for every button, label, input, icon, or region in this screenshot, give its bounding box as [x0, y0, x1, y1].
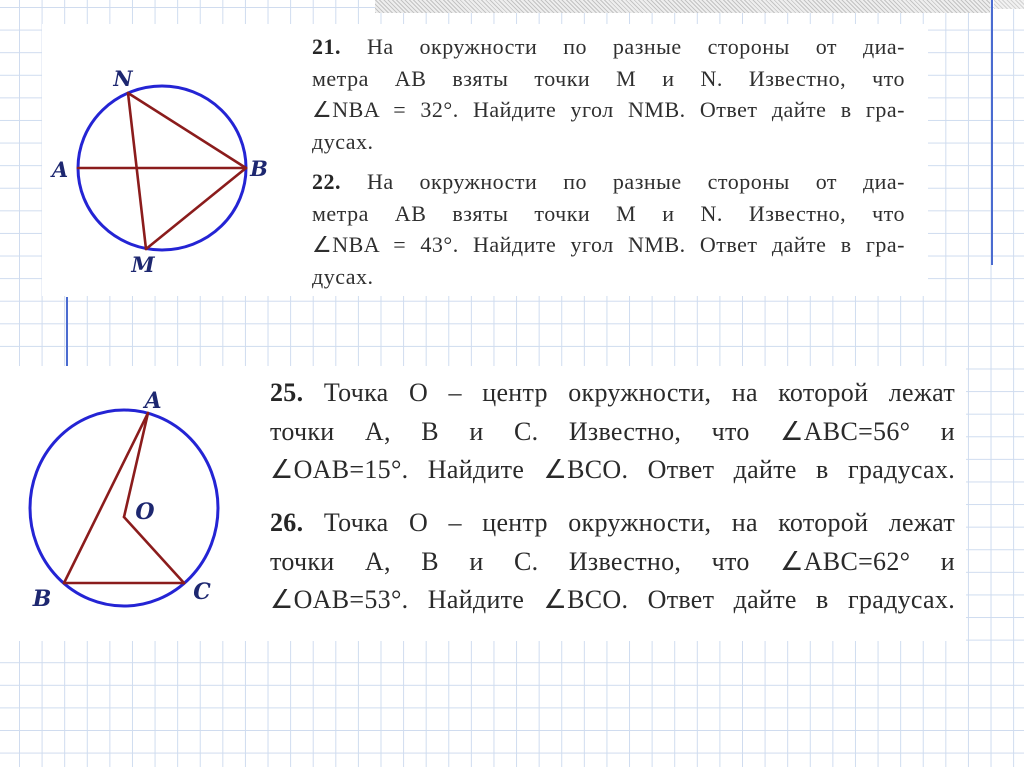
decorative-corner-band [994, 0, 1024, 9]
problem-line: дусах. [312, 128, 374, 154]
problem-line [312, 166, 905, 198]
problem-21 [312, 31, 905, 157]
segment-oc [124, 517, 184, 583]
problem-text: На окружности по разные стороны от диа- [366, 34, 906, 59]
point-label-b: B [32, 586, 52, 612]
segment-mb [146, 168, 246, 249]
problem-text: Точка O – центр окружности, на которой лежат [323, 378, 955, 407]
point-label-c: C [193, 579, 211, 605]
figure-circle-diameter-ab [40, 60, 285, 280]
problem-number: 21. [312, 34, 341, 59]
figure-circle-center-o [25, 385, 230, 615]
problem-line: ∠NBA = 32°. Найдите угол NMB. Ответ дайте в гра- [312, 97, 905, 122]
point-label-m: M [131, 252, 155, 277]
problem-line: точки A, B и C. Известно, что ∠ABC=62° и [270, 546, 955, 576]
decorative-top-band [375, 0, 990, 13]
point-label-a: A [51, 157, 69, 182]
problem-25 [270, 374, 955, 490]
problem-number: 22. [312, 169, 341, 194]
problem-22 [312, 166, 905, 292]
problem-26 [270, 504, 955, 620]
problem-line: метра AB взяты точки M и N. Известно, что [312, 200, 905, 226]
problem-line [270, 504, 955, 543]
problem-line [312, 31, 905, 63]
problem-line [270, 374, 955, 413]
point-label-b: B [250, 156, 268, 181]
segment-nb [128, 93, 246, 168]
problem-number: 26. [270, 508, 304, 537]
problem-line: ∠NBA = 43°. Найдите угол NMB. Ответ дайте в гра- [312, 232, 905, 257]
problem-number: 25. [270, 378, 304, 407]
segment-ab [64, 413, 148, 583]
problem-line: точки A, B и C. Известно, что ∠ABC=56° и [270, 416, 955, 446]
point-label-a: A [144, 388, 162, 414]
problem-line: метра AB взяты точки M и N. Известно, что [312, 65, 905, 91]
problem-text: На окружности по разные стороны от диа- [366, 169, 906, 194]
problem-line: ∠OAB=15°. Найдите ∠BCO. Ответ дайте в градусах. [270, 455, 955, 484]
circle [30, 410, 218, 606]
problem-line: дусах. [312, 263, 374, 289]
problem-text: Точка O – центр окружности, на которой лежат [323, 508, 955, 537]
point-label-n: N [113, 66, 133, 91]
margin-line-left [66, 297, 68, 366]
problem-line: ∠OAB=53°. Найдите ∠BCO. Ответ дайте в градусах. [270, 585, 955, 614]
segment-nm [128, 93, 146, 249]
point-label-o: O [135, 499, 155, 525]
margin-line-right [991, 0, 993, 265]
